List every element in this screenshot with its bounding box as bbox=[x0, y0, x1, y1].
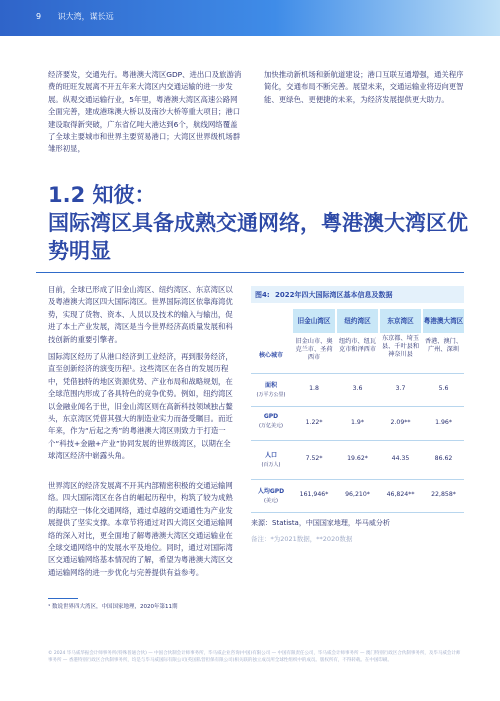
table-row-label bbox=[251, 413, 291, 429]
section-divider bbox=[36, 272, 464, 273]
body-paragraph-1 bbox=[48, 284, 238, 346]
body-text-3: 世界湾区的经济发展离不开其内部精密积极的交通运输网络。四大国际湾区在各自的崛起历程中，构筑了较为成熟的海陆空一体化交通网络，通过卓越的交通通性为产业发展提供了坚实支撑。本章节将通过对四大湾区交通运输网络的深入对比，更全面地了解粤港澳大湾区交通运输业在全球交通网络中的发展水平及地位。同时，通过对国际湾区交通运输网络基本情况的了解，希望为粤港澳大湾区交通运输网络的进一步优化与完善提供有益参考。 bbox=[48, 481, 233, 577]
row-label-text: 人均GPD bbox=[257, 488, 285, 495]
row-unit-text: (万平方公里) bbox=[256, 392, 286, 398]
legal-text: © 2024 毕马威华振会计师事务所(特殊普通合伙) — 中国合伙制会计师事务所，毕马威企业咨询(中国)有限公司 — 中国有限责任公司，毕马威会计师事务所 — 澳门特别行政区合伙制事务所，及毕马威会计师事务所 — 香港特别行政区合伙制事务所，均是与毕马威国际有限公司(英国私营担保有限公司)相关联的独立成员所全球性组织中的成员。版权所有，不得转载。在中国印刷。 bbox=[48, 651, 461, 663]
section-number-title: 1.2 知彼： bbox=[48, 183, 156, 207]
row-unit-text: (美元) bbox=[264, 498, 278, 504]
table-number: 图4: bbox=[255, 291, 270, 299]
row-divider bbox=[251, 406, 464, 407]
row-label-text: 核心城市 bbox=[258, 352, 283, 359]
table-source: 来源：Statista，中国国家地理，毕马威分析 bbox=[251, 519, 390, 527]
table-cell: 东京都、埼玉县、千叶县和神奈川县 bbox=[381, 335, 420, 358]
table-row-label bbox=[251, 380, 291, 398]
table-cell: 1.9* bbox=[351, 419, 364, 426]
header-bar bbox=[0, 0, 500, 36]
table-cell: 旧金山市、奥克兰市、圣荷西市 bbox=[295, 338, 333, 361]
table-cell: 3.6 bbox=[352, 385, 363, 392]
header-title: 识大湾，谋长远 bbox=[57, 12, 114, 21]
footnote: ¹ 数说世界四大湾区，中国国家地理，2020年第11期 bbox=[48, 604, 178, 610]
table-row-label bbox=[251, 450, 291, 468]
page-number: 9 bbox=[36, 12, 42, 21]
row-divider bbox=[251, 479, 464, 480]
row-label-text: 面积 bbox=[264, 382, 277, 389]
table-cell: 19.62* bbox=[347, 455, 368, 462]
table-cell: 44.35 bbox=[391, 455, 410, 462]
table-cell: 7.52* bbox=[305, 455, 323, 462]
table-cell: 96,210* bbox=[345, 491, 370, 498]
table-col-header: 东京湾区 bbox=[380, 309, 421, 333]
table-cell: 香港、澳门、广州、深圳 bbox=[424, 338, 463, 353]
row-label-text: GPD bbox=[263, 413, 279, 420]
table-cell: 1.22* bbox=[305, 419, 323, 426]
table-cell: 纽约市、纽瓦克市和泽西市 bbox=[338, 338, 377, 353]
body-text-2: 国际湾区经历了从港口经济到工业经济，再到服务经济，直至创新经济的演变历程¹。这些湾区在各自的发展历程中，凭借独特的地区资源优势、产业布局和战略规划，在全球范围内形成了各具特色的竞争优势。例如，纽约湾区以金融业闻名于世，旧金山湾区则在高新科技领域独占鳌头，东京湾区凭借其强大的制造业实力而备受瞩目。而近年来，作为“后起之秀”的粤港澳大湾区则致力于打造一个“科技+金融+产业”协同发展的世界级湾区，以期在全球湾区经济中崭露头角。 bbox=[48, 352, 233, 461]
row-label-text: 人口 bbox=[264, 452, 277, 459]
table-cell: 1.8 bbox=[309, 385, 319, 392]
table-title: 2022年四大国际湾区基本信息及数据 bbox=[275, 291, 393, 299]
table-col-header: 纽约湾区 bbox=[337, 309, 378, 333]
header-text bbox=[36, 11, 114, 22]
row-divider bbox=[251, 373, 464, 374]
table-col-header: 粤港澳大湾区 bbox=[423, 309, 464, 333]
top-left-paragraph bbox=[48, 69, 242, 156]
table-cell: 86.62 bbox=[434, 455, 453, 462]
table-col-header: 旧金山湾区 bbox=[293, 309, 335, 333]
row-divider bbox=[251, 512, 464, 513]
section-heading bbox=[48, 181, 468, 265]
top-right-text: 加快推动新机场和新航道建设；港口互联互通增强，通关程序简化，交通布局不断完善。展望未来，交通运输业将迈向更智能、更绿色、更便捷的未来，为经济发展提供更大助力。 bbox=[264, 70, 464, 104]
body-paragraph-3 bbox=[48, 480, 238, 579]
table-title-bar bbox=[251, 286, 464, 303]
table-row-label bbox=[251, 486, 291, 504]
section-headline: 国际湾区具备成熟交通网络，粤港澳大湾区优势明显 bbox=[48, 211, 468, 263]
top-left-text: 经济要发，交通先行。粤港澳大湾区GDP、进出口及旅游消费的旺旺发展离不开五年来大湾区内交通运输的进一步发展。纵观交通运输行业，5年里，粤港澳大湾区高速公路网全面完善，建成港珠澳大桥以及南沙大桥等重大项目；港口建设取得新突破，广东省亿吨大港达到6个，航线网络覆盖了全球主要城市和世界主要贸易港口；大湾区世界级机场群雏形初显， bbox=[48, 70, 242, 154]
body-text-1: 目前，全球已形成了旧金山湾区、纽约湾区、东京湾区以及粤港澳大湾区四大国际湾区。世界国际湾区依靠海湾优势，实现了货物、资本、人员以及技术的输入与输出，促进了本土产业发展，湾区是当今世界经济高质量发展和科技创新的重要引擎者。 bbox=[48, 285, 233, 344]
body-paragraph-2 bbox=[48, 351, 238, 463]
table-note: 备注：*为2021数据，**2020数据 bbox=[251, 535, 353, 543]
row-unit-text: (万亿美元) bbox=[259, 423, 283, 429]
footnote-rule bbox=[48, 598, 78, 599]
row-unit-text: (百万人) bbox=[261, 462, 281, 468]
row-divider bbox=[251, 440, 464, 441]
table-cell: 3.7 bbox=[395, 385, 406, 392]
table-cell: 2.09** bbox=[390, 419, 411, 426]
table-cell: 1.96* bbox=[435, 419, 452, 426]
table-cell: 5.6 bbox=[438, 385, 449, 392]
top-right-paragraph bbox=[264, 69, 464, 106]
table-row-label bbox=[251, 350, 291, 359]
table-cell: 22,858* bbox=[431, 491, 456, 498]
table-cell: 161,946* bbox=[299, 491, 329, 498]
table-cell: 46,824** bbox=[386, 491, 415, 498]
